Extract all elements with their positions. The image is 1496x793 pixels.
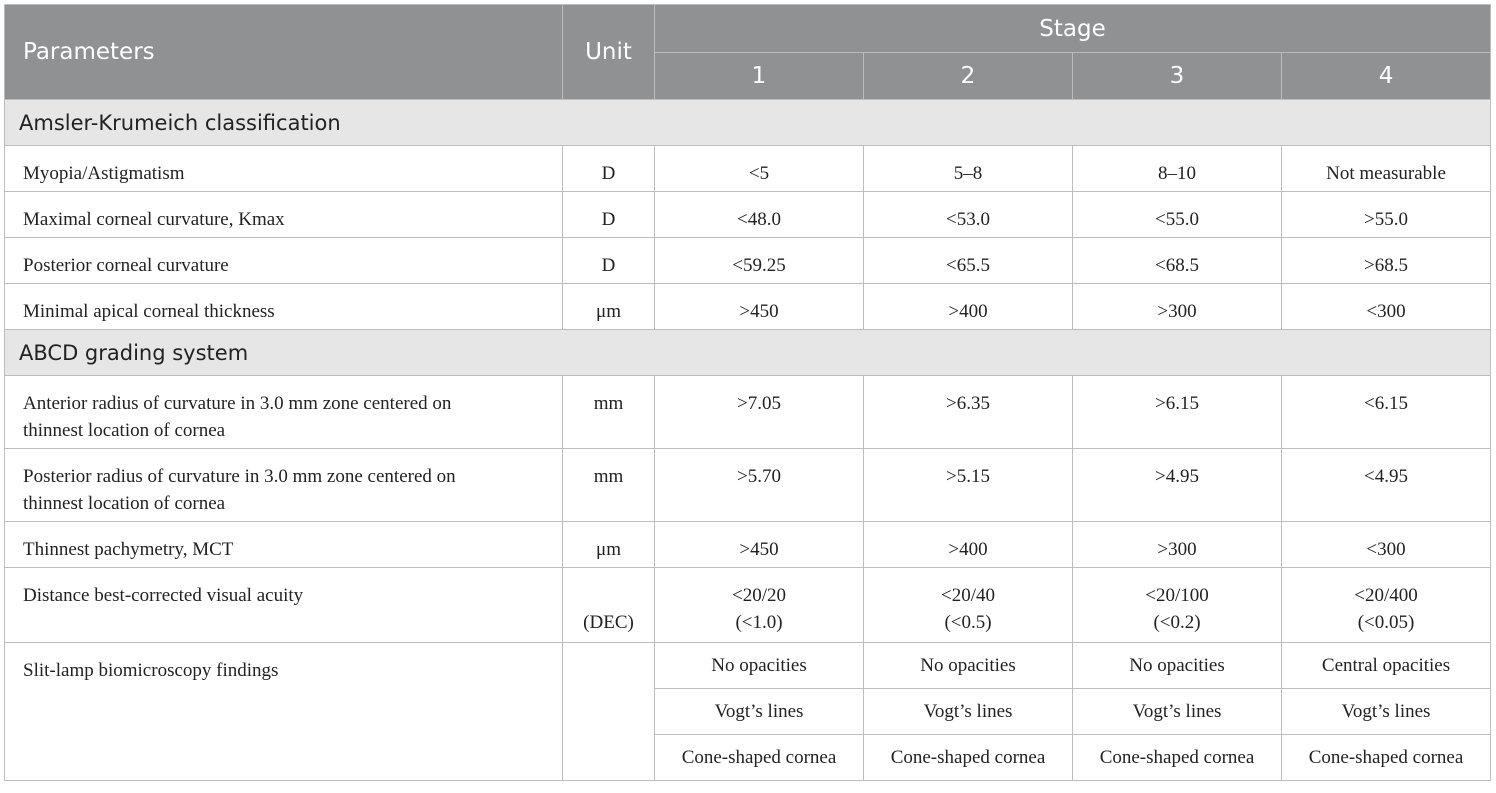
table-row xyxy=(5,449,1491,522)
opacity-stage-3: No opacities xyxy=(1073,643,1282,689)
header-stage-4: 4 xyxy=(1282,53,1491,100)
row-unit: D xyxy=(563,238,655,284)
row-value-stage-4: Not measurable xyxy=(1282,146,1491,192)
row-value-stage-1: >450 xyxy=(655,522,864,568)
row-value-stage-4: <6.15 xyxy=(1282,376,1491,449)
keratoconus-staging-table xyxy=(4,4,1491,781)
value-line-2: (<0.2) xyxy=(1153,612,1201,633)
row-param: Maximal corneal curvature, Kmax xyxy=(5,192,563,238)
row-unit: (DEC) xyxy=(563,568,655,643)
opacity-stage-1: No opacities xyxy=(655,643,864,689)
table-row xyxy=(5,522,1491,568)
row-value-stage-4: <300 xyxy=(1282,522,1491,568)
row-unit: μm xyxy=(563,522,655,568)
table-row xyxy=(5,568,1491,643)
row-value-stage-3: <55.0 xyxy=(1073,192,1282,238)
row-param-line-2: thinnest location of cornea xyxy=(23,493,226,514)
row-value-stage-1 xyxy=(655,568,864,643)
section-title: Amsler-Krumeich classification xyxy=(5,100,1491,146)
row-param: Minimal apical corneal thickness xyxy=(5,284,563,330)
cone-stage-3: Cone-shaped cornea xyxy=(1073,735,1282,781)
row-value-stage-3: >300 xyxy=(1073,284,1282,330)
value-line-2: (<0.5) xyxy=(944,612,992,633)
vogt-stage-1: Vogt’s lines xyxy=(655,689,864,735)
table-row xyxy=(5,284,1491,330)
row-value-stage-3: >4.95 xyxy=(1073,449,1282,522)
value-line-2: (<0.05) xyxy=(1357,612,1415,633)
row-value-stage-3: >6.15 xyxy=(1073,376,1282,449)
row-param-line-1: Posterior radius of curvature in 3.0 mm zone centered on xyxy=(23,466,456,487)
row-value-stage-4: <300 xyxy=(1282,284,1491,330)
table-row xyxy=(5,376,1491,449)
row-param: Myopia/Astigmatism xyxy=(5,146,563,192)
value-line-2: (<1.0) xyxy=(735,612,783,633)
table-header xyxy=(5,5,1491,100)
row-value-stage-1: <5 xyxy=(655,146,864,192)
header-parameters: Parameters xyxy=(5,5,563,100)
row-value-stage-3: >300 xyxy=(1073,522,1282,568)
row-unit xyxy=(563,643,655,781)
section-header-amsler-krumeich xyxy=(5,100,1491,146)
row-param-line-1: Anterior radius of curvature in 3.0 mm zone centered on xyxy=(23,393,452,414)
row-param xyxy=(5,449,563,522)
row-unit: μm xyxy=(563,284,655,330)
vogt-stage-4: Vogt’s lines xyxy=(1282,689,1491,735)
row-value-stage-3: <68.5 xyxy=(1073,238,1282,284)
row-value-stage-2: <53.0 xyxy=(864,192,1073,238)
section-title: ABCD grading system xyxy=(5,330,1491,376)
value-line-1: <20/100 xyxy=(1145,585,1209,606)
row-param xyxy=(5,376,563,449)
table-body xyxy=(5,100,1491,781)
row-value-stage-1: >5.70 xyxy=(655,449,864,522)
row-value-stage-4: <4.95 xyxy=(1282,449,1491,522)
row-value-stage-4: >55.0 xyxy=(1282,192,1491,238)
table-row xyxy=(5,643,1491,689)
row-value-stage-2: <65.5 xyxy=(864,238,1073,284)
row-value-stage-1: >450 xyxy=(655,284,864,330)
row-param: Distance best-corrected visual acuity xyxy=(5,568,563,643)
row-value-stage-2: 5–8 xyxy=(864,146,1073,192)
section-header-abcd-grading xyxy=(5,330,1491,376)
row-param: Slit-lamp biomicroscopy findings xyxy=(5,643,563,781)
opacity-stage-2: No opacities xyxy=(864,643,1073,689)
row-value-stage-4 xyxy=(1282,568,1491,643)
row-unit: D xyxy=(563,146,655,192)
row-value-stage-2: >6.35 xyxy=(864,376,1073,449)
cone-stage-1: Cone-shaped cornea xyxy=(655,735,864,781)
row-value-stage-2: >400 xyxy=(864,522,1073,568)
row-param: Posterior corneal curvature xyxy=(5,238,563,284)
value-line-1: <20/20 xyxy=(732,585,786,606)
table-row xyxy=(5,146,1491,192)
row-value-stage-1: <59.25 xyxy=(655,238,864,284)
row-value-stage-1: >7.05 xyxy=(655,376,864,449)
cone-stage-4: Cone-shaped cornea xyxy=(1282,735,1491,781)
row-value-stage-4: >68.5 xyxy=(1282,238,1491,284)
vogt-stage-2: Vogt’s lines xyxy=(864,689,1073,735)
table-row xyxy=(5,192,1491,238)
header-stage-2: 2 xyxy=(864,53,1073,100)
value-line-1: <20/40 xyxy=(941,585,995,606)
row-value-stage-2 xyxy=(864,568,1073,643)
table-row xyxy=(5,238,1491,284)
header-unit: Unit xyxy=(563,5,655,100)
opacity-stage-4: Central opacities xyxy=(1282,643,1491,689)
row-value-stage-3 xyxy=(1073,568,1282,643)
value-line-1: <20/400 xyxy=(1354,585,1418,606)
cone-stage-2: Cone-shaped cornea xyxy=(864,735,1073,781)
row-value-stage-2: >5.15 xyxy=(864,449,1073,522)
row-value-stage-1: <48.0 xyxy=(655,192,864,238)
header-stage-1: 1 xyxy=(655,53,864,100)
row-unit: mm xyxy=(563,376,655,449)
header-stage-3: 3 xyxy=(1073,53,1282,100)
keratoconus-staging-table-container xyxy=(4,4,1490,788)
header-stage: Stage xyxy=(655,5,1491,53)
vogt-stage-3: Vogt’s lines xyxy=(1073,689,1282,735)
row-unit: mm xyxy=(563,449,655,522)
row-value-stage-2: >400 xyxy=(864,284,1073,330)
row-param: Thinnest pachymetry, MCT xyxy=(5,522,563,568)
row-value-stage-3: 8–10 xyxy=(1073,146,1282,192)
row-unit: D xyxy=(563,192,655,238)
row-param-line-2: thinnest location of cornea xyxy=(23,420,226,441)
